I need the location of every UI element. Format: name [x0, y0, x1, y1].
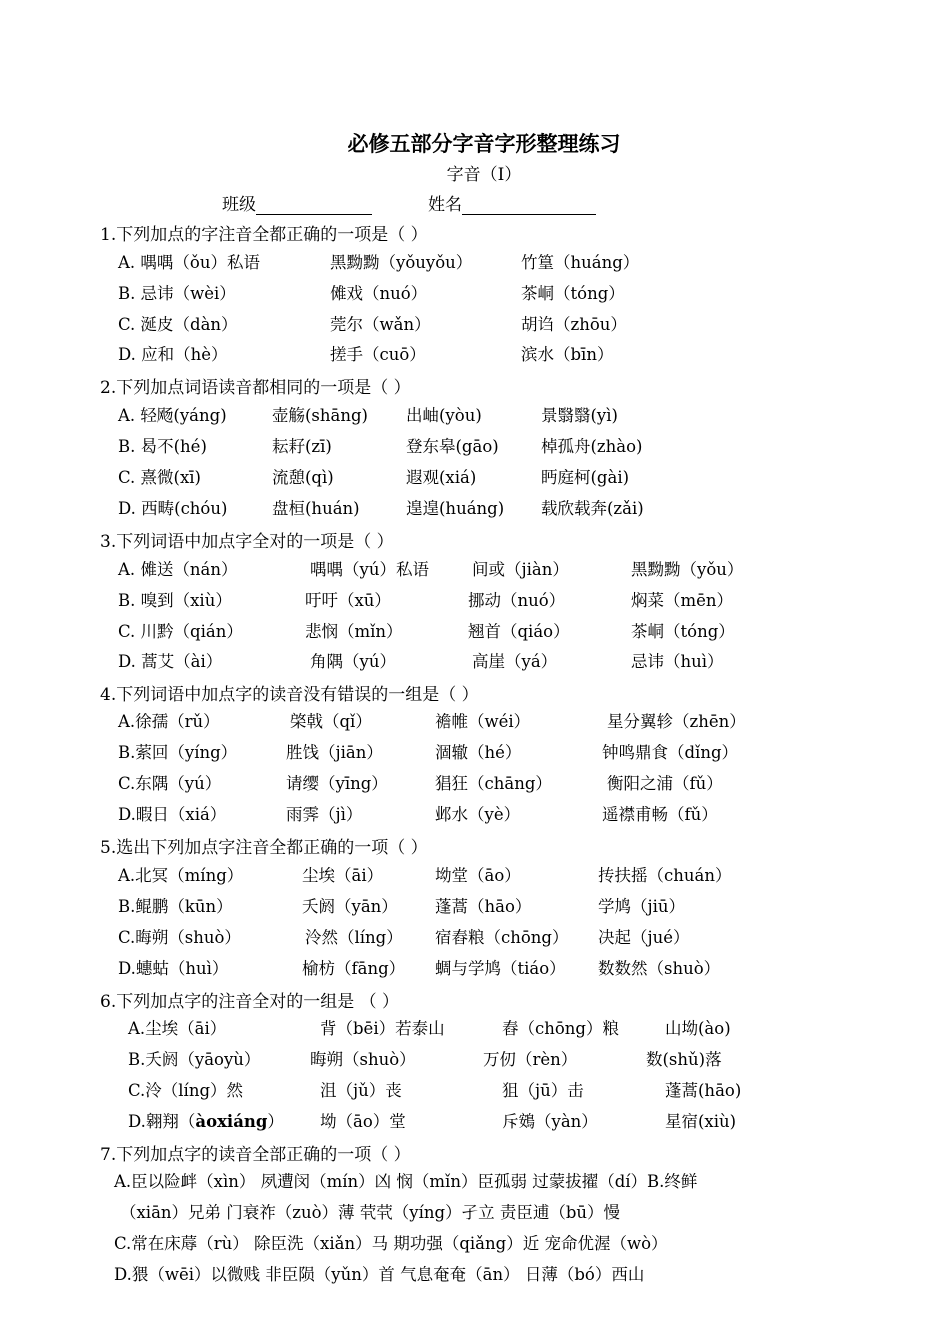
name-label: 姓名 — [428, 195, 462, 215]
option-cell: 蜩与学鸠（tiáo） — [435, 959, 566, 978]
option-cell: A.徐孺（rǔ） — [118, 712, 220, 731]
option-cell: 宿舂粮（chōng） — [435, 928, 569, 947]
option-cell: B.夭阏（yāoyù） — [128, 1050, 261, 1069]
option-cell: C.晦朔（shuò） — [118, 928, 241, 947]
option-cell: B.萦回（yíng） — [118, 743, 238, 762]
option-cell: 夭阏（yān） — [302, 897, 398, 916]
option-cell: 忌讳（huì） — [631, 652, 724, 671]
option-cell: B. 曷不(hé) — [118, 437, 207, 456]
option-cell: 悲悯（mǐn） — [305, 622, 403, 641]
option-cell: D.蟪蛄（huì） — [118, 959, 229, 978]
question-7-line-2: （xiān）兄弟 门衰祚（zuò）薄 茕茕（yíng）孑立 责臣逋（bū）慢 — [120, 1203, 621, 1222]
option-cell: 雨霁（jì） — [286, 805, 363, 824]
question-7-stem: 7.下列加点字的读音全部正确的一项（ ） — [100, 1145, 411, 1165]
option-cell: B. 嗅到（xiù） — [118, 591, 232, 610]
option-cell: D.暇日（xiá） — [118, 805, 227, 824]
option-cell: 棹孤舟(zhào) — [541, 437, 643, 456]
option-cell: A. 傩送（nán） — [118, 560, 238, 579]
option-cell: 邺水（yè） — [435, 805, 521, 824]
option-cell: 舂（chōng）粮 — [502, 1019, 619, 1038]
option-cell: 万仞（rèn） — [483, 1050, 578, 1069]
option-cell: 涸辙（hé） — [435, 743, 522, 762]
option-cell: D. 应和（hè） — [118, 345, 228, 364]
option-cell: 胡诌（zhōu） — [521, 315, 627, 334]
option-cell: C.东隅（yú） — [118, 774, 222, 793]
option-cell: 黑黝黝（yǒuyǒu） — [330, 253, 473, 272]
question-7-line-4: D.猥（wēi）以微贱 非臣陨（yǔn）首 气息奄奄（ān） 日薄（bó）西山 — [114, 1265, 645, 1284]
option-text: ） — [267, 1112, 284, 1131]
option-cell: 蓬蒿(hāo) — [665, 1081, 742, 1100]
question-5-stem: 5.选出下列加点字注音全都正确的一项（ ） — [100, 838, 428, 858]
option-cell: 学鸠（jiū） — [598, 897, 686, 916]
option-cell: 胜饯（jiān） — [286, 743, 383, 762]
option-cell: D. 西畴(chóu) — [118, 499, 228, 518]
option-cell: 载欣载奔(zǎi) — [541, 499, 644, 518]
option-cell: 星分翼轸（zhēn） — [607, 712, 746, 731]
option-cell: B. 忌讳（wèi） — [118, 284, 236, 303]
option-cell: 耘耔(zī) — [272, 437, 332, 456]
option-text: D.翱翔（ — [128, 1112, 196, 1131]
document-title: 必修五部分字音字形整理练习 — [347, 131, 621, 156]
option-cell: 背（bēi）若泰山 — [320, 1019, 445, 1038]
option-cell: 黑黝黝（yǒu） — [631, 560, 744, 579]
option-cell: 棨戟（qǐ） — [290, 712, 372, 731]
option-cell: 茶峒（tóng） — [521, 284, 625, 303]
option-cell: 壶觞(shāng) — [272, 406, 368, 425]
option-cell: 抟扶摇（chuán） — [598, 866, 732, 885]
option-cell: 出岫(yòu) — [406, 406, 482, 425]
option-cell: 高崖（yá） — [472, 652, 558, 671]
option-cell: 遑遑(huáng) — [406, 499, 505, 518]
option-cell: 山坳(ào) — [665, 1019, 731, 1038]
name-blank[interactable] — [462, 195, 596, 215]
option-cell: A.尘埃（āi） — [128, 1019, 227, 1038]
option-cell: 滨水（bīn） — [521, 345, 614, 364]
option-cell: 翘首（qiáo） — [468, 622, 570, 641]
option-cell: 莞尔（wǎn） — [330, 315, 431, 334]
option-cell: 眄庭柯(gài) — [541, 468, 630, 487]
option-cell: 数(shǔ)落 — [646, 1050, 722, 1069]
question-2-stem: 2.下列加点词语读音都相同的一项是（ ） — [100, 378, 411, 398]
option-cell — [128, 1108, 284, 1132]
option-cell: 沮（jǔ）丧 — [320, 1081, 402, 1100]
option-cell: 盘桓(huán) — [272, 499, 360, 518]
option-cell: B.鲲鹏（kūn） — [118, 897, 233, 916]
option-cell: 遥襟甫畅（fǔ） — [602, 805, 718, 824]
option-cell: 竹篁（huáng） — [521, 253, 640, 272]
option-cell: 坳堂（āo） — [435, 866, 521, 885]
question-1-stem: 1.下列加点的字注音全都正确的一项是（ ） — [100, 225, 428, 245]
option-cell: 数数然（shuò） — [598, 959, 721, 978]
option-cell: 榆枋（fāng） — [302, 959, 406, 978]
option-cell: 景翳翳(yì) — [541, 406, 618, 425]
document-subtitle: 字音（Ⅰ） — [446, 165, 522, 185]
option-cell: A. 喁喁（ǒu）私语 — [118, 253, 260, 272]
class-label: 班级 — [222, 195, 256, 215]
option-cell: 焖菜（mēn） — [631, 591, 734, 610]
option-cell: 蓬蒿（hāo） — [435, 897, 532, 916]
question-6-stem: 6.下列加点字的注音全对的一组是 （ ） — [100, 992, 400, 1012]
option-cell: D. 蒿艾（ài） — [118, 652, 223, 671]
option-cell: 喁喁（yú）私语 — [310, 560, 429, 579]
option-cell: C. 涎皮（dàn） — [118, 315, 238, 334]
question-7-line-1: A.臣以险衅（xìn） 夙遭闵（mín）凶 悯（mǐn）臣孤弱 过蒙拔擢（dí）B.终鲜 — [114, 1172, 698, 1191]
option-cell: 搓手（cuō） — [330, 345, 426, 364]
option-cell: 猖狂（chāng） — [435, 774, 552, 793]
option-cell: 狙（jū）击 — [502, 1081, 584, 1100]
option-cell: C. 熹微(xī) — [118, 468, 201, 487]
option-cell: 间或（jiàn） — [472, 560, 569, 579]
question-4-stem: 4.下列词语中加点字的读音没有错误的一组是（ ） — [100, 685, 479, 705]
option-cell: 流憩(qì) — [272, 468, 334, 487]
option-cell: A.北冥（míng） — [118, 866, 244, 885]
option-cell: 挪动（nuó） — [468, 591, 566, 610]
bold-pinyin: àoxiáng — [195, 1112, 268, 1131]
option-cell: 傩戏（nuó） — [330, 284, 428, 303]
question-7-line-3: C.常在床蓐（rù） 除臣洗（xiǎn）马 期功强（qiǎng）近 宠命优渥（wò） — [114, 1234, 668, 1253]
option-cell: 衡阳之浦（fǔ） — [607, 774, 723, 793]
option-cell: 吁吁（xū） — [305, 591, 391, 610]
option-cell: 晦朔（shuò） — [310, 1050, 416, 1069]
option-cell: 斥鴳（yàn） — [502, 1112, 598, 1131]
option-cell: C. 川黔（qián） — [118, 622, 243, 641]
option-cell: 襜帷（wéi） — [435, 712, 531, 731]
option-cell: 钟鸣鼎食（dǐng） — [602, 743, 739, 762]
option-cell: 坳（āo）堂 — [320, 1112, 406, 1131]
option-cell: 请缨（yīng） — [286, 774, 388, 793]
option-cell: 角隅（yú） — [310, 652, 396, 671]
option-cell: C.泠（líng）然 — [128, 1081, 244, 1100]
option-cell: 遐观(xiá) — [406, 468, 477, 487]
option-cell: 茶峒（tóng） — [631, 622, 735, 641]
option-cell: 决起（jué） — [598, 928, 690, 947]
option-cell: 登东皋(gāo) — [406, 437, 499, 456]
question-3-stem: 3.下列词语中加点字全对的一项是（ ） — [100, 532, 394, 552]
option-cell: A. 轻飏(yáng) — [118, 406, 227, 425]
option-cell: 星宿(xiù) — [665, 1112, 737, 1131]
option-cell: 尘埃（āi） — [302, 866, 384, 885]
option-cell: 泠然（líng） — [305, 928, 403, 947]
class-blank[interactable] — [256, 195, 372, 215]
class-name-line — [222, 190, 596, 215]
